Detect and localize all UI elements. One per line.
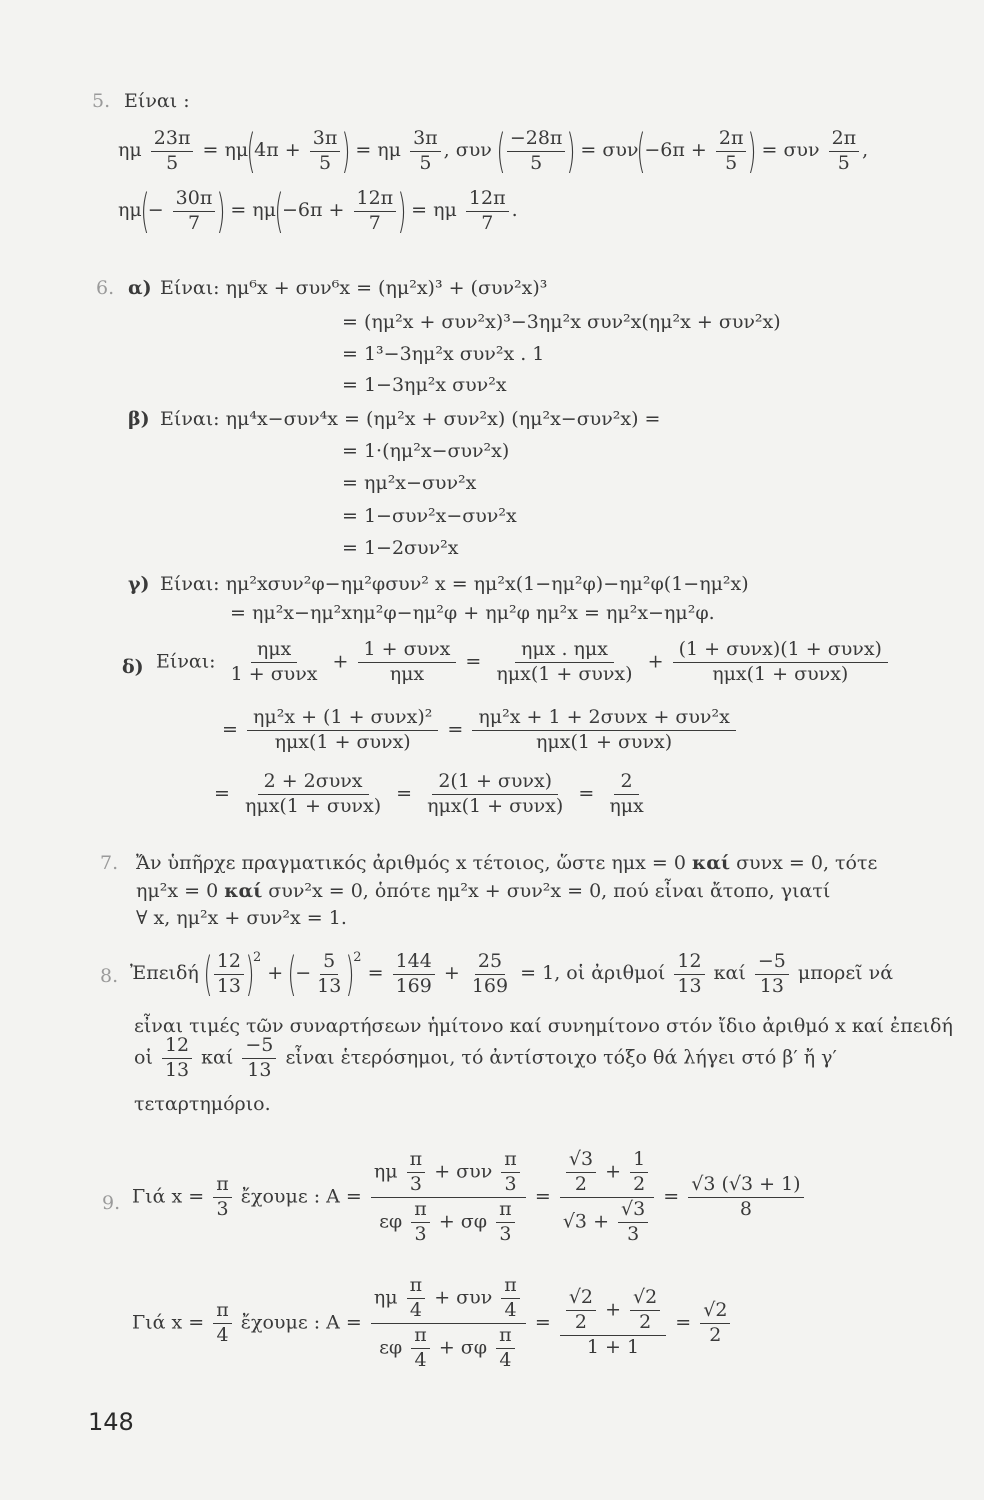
- ex7-line-2: ημ²x = 0 καί συν²x = 0, ὁπότε ημ²x + συν²x = 0, πού εἶναι ἄτοπο, γιατί: [136, 880, 831, 902]
- part-d-row-1: Είναι: $\frac{\text{ημx}}{\text{1 + συνx}}$ + $\frac{\text{1 + συνx}}{\text{ημx}}$ = $\frac{\text{ημx . ημx}}{\text{ημx(1 + συνx)}}$ + $\frac{\text{(1 + συνx)(1 + συνx)}}{\text{ημx(1 + συνx)}}$: [156, 640, 891, 685]
- part-b-line-2: = 1·(ημ²x−συν²x): [342, 440, 510, 462]
- exercise-6-number: 6.: [96, 277, 115, 299]
- ex8-line-4: τεταρτημόριο.: [134, 1093, 271, 1115]
- part-c-line-2: = ημ²x−ημ²xημ²φ−ημ²φ + ημ²φ ημ²x = ημ²x−ημ²φ.: [230, 602, 715, 624]
- ex7-line-3: ∀ x, ημ²x + συν²x = 1.: [136, 907, 347, 929]
- ex8-line-1: Ἐπειδή ( $\frac{12}{13}$ )$^2$ + (− $\frac{5}{13}$ )$^2$ = $\frac{144}{169}$ + $\frac{25}{169}$ = 1, οἱ ἀριθμοί $\frac{12}{13}$ καί $\frac{-5}{13}$ μπορεῖ νά: [130, 947, 894, 1001]
- part-d-label: δ): [122, 656, 144, 678]
- ex8-line-3: οἱ $\frac{12}{13}$ καί $\frac{-5}{13}$ εἶναι ἑτερόσημοι, τό ἀντίστοιχο τόξο θά λήγει στό β′ ἤ γ′: [134, 1034, 837, 1081]
- part-d-row-3: = $\frac{\text{2 + 2συνx}}{\text{ημx(1 + συνx)}}$ = $\frac{\text{2(1 + συνx)}}{\text{ημx(1 + συνx)}}$ = $\frac{2}{\text{ημx}}$: [214, 770, 644, 817]
- part-b-line-3: = ημ²x−συν²x: [342, 472, 477, 494]
- part-a-line-2: = (ημ²x + συν²x)³−3ημ²x συν²x(ημ²x + συν²x): [342, 311, 781, 333]
- exercise-9-number: 9.: [102, 1192, 121, 1214]
- part-a-line-3: = 1³−3ημ²x συν²x . 1: [342, 343, 545, 365]
- part-b-label: β): [128, 408, 150, 430]
- ex9-case-b: Γιά x = $\frac{\pi}{4}$ ἔχουμε : Α = ημ $\frac{\pi}{4}$ + συν $\frac{\pi}{4}$ εφ $\frac{\pi}{4}$ + σφ $\frac{\pi}{4}$ = $\frac{√2}{2}$ + $\frac{√2}{2}$ 1 + 1 = $\frac{√2}{2}$: [132, 1276, 733, 1371]
- part-c-line-1: Είναι: ημ²xσυν²φ−ημ²φσυν² x = ημ²x(1−ημ²φ)−ημ²φ(1−ημ²x): [160, 573, 749, 595]
- ex8-line-2: εἶναι τιμές τῶν συναρτήσεων ἡμίτονο καί συνημίτονο στόν ἴδιο ἀριθμό x καί ἐπειδή: [134, 1015, 953, 1037]
- part-a-label: α): [128, 277, 152, 299]
- part-c-label: γ): [128, 573, 150, 595]
- part-b-line-5: = 1−2συν²x: [342, 537, 459, 559]
- part-a-line-1: Είναι: ημ⁶x + συν⁶x = (ημ²x)³ + (συν²x)³: [160, 277, 548, 299]
- ex7-line-1: Ἄν ὑπῆρχε πραγματικός ἀριθμός x τέτοιος, ὥστε ημx = 0 καί συνx = 0, τότε: [136, 852, 878, 874]
- exercise-5-number: 5.: [92, 90, 111, 112]
- page-number: 148: [88, 1408, 134, 1436]
- exercise-5-intro: Είναι :: [124, 90, 190, 112]
- part-a-line-4: = 1−3ημ²x συν²x: [342, 374, 507, 396]
- ex9-case-a: Γιά x = $\frac{\pi}{3}$ ἔχουμε : Α = ημ $\frac{\pi}{3}$ + συν $\frac{\pi}{3}$ εφ $\frac{\pi}{3}$ + σφ $\frac{\pi}{3}$ = $\frac{√3}{2}$ + $\frac{1}{2}$ √3 + $\frac{√3}{3}$ = $\frac{√3 (√3 + 1)}{8}$: [132, 1150, 807, 1245]
- ex5-line-1: ημ $\frac{23\pi}{5}$ = ημ(4π + $\frac{3\pi}{5}$ ) = ημ $\frac{3\pi}{5}$ , συν ( $\frac{-28\pi}{5}$ ) = συν(−6π + $\frac{2\pi}{5}$ ) = συν $\frac{2\pi}{5}$ ,: [118, 124, 869, 178]
- ex5-line-2: ημ(− $\frac{30\pi}{7}$ ) = ημ(−6π + $\frac{12\pi}{7}$ ) = ημ $\frac{12\pi}{7}$ .: [118, 184, 518, 238]
- exercise-8-number: 8.: [100, 965, 119, 987]
- part-b-line-1: Είναι: ημ⁴x−συν⁴x = (ημ²x + συν²x) (ημ²x−συν²x) =: [160, 408, 661, 430]
- part-d-row-2: = $\frac{\text{ημ²x + (1 + συνx)²}}{\text{ημx(1 + συνx)}}$ = $\frac{\text{ημ²x + 1 + 2συνx + συν²x}}{\text{ημx(1 + συνx)}}$: [222, 708, 739, 753]
- part-b-line-4: = 1−συν²x−συν²x: [342, 505, 517, 527]
- exercise-7-number: 7.: [100, 852, 119, 874]
